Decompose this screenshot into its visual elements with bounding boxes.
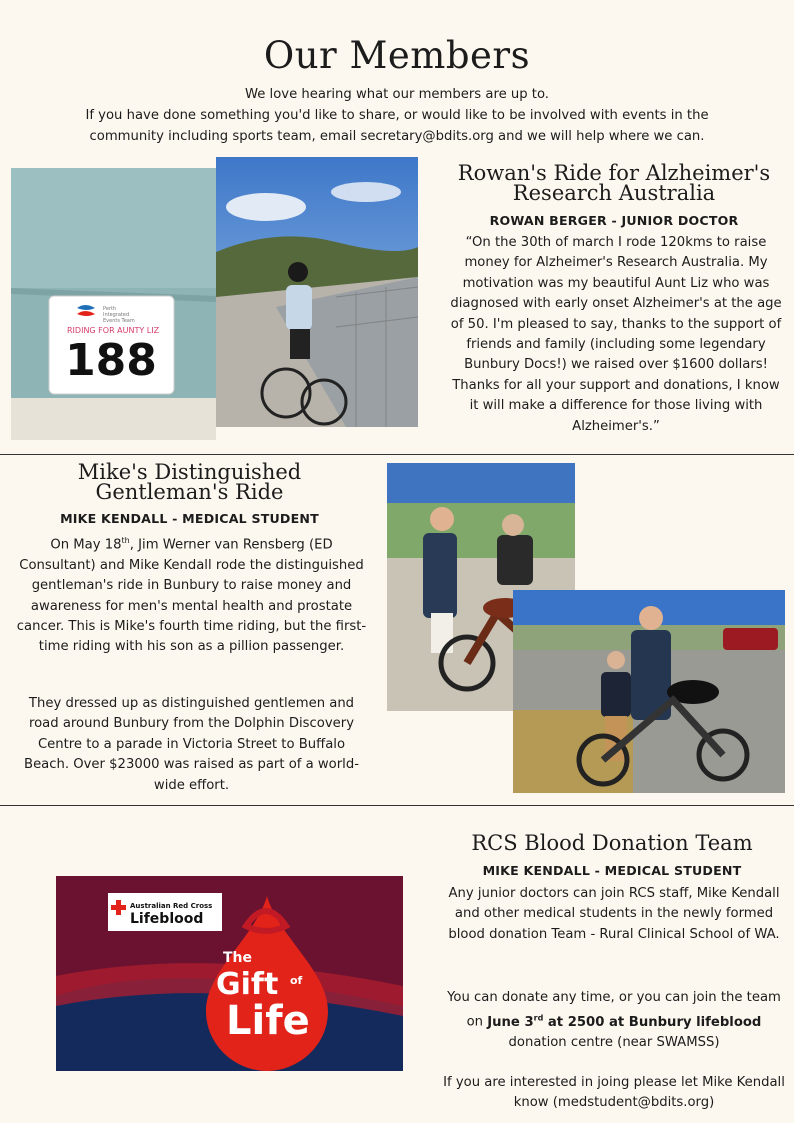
gift-of: of (290, 974, 303, 987)
gift-gift: Gift (216, 967, 279, 1002)
bib-org-1: Perth (103, 306, 117, 312)
mike-paragraph-2: They dressed up as distinguished gentlemen and road around Bunbury from the Dolphin Discovery Centre to a parade in Victoria Street to Buffalo Beach. Over $23000 was raised as part of a world-wide effort. (24, 696, 359, 793)
race-bib-photo (11, 168, 216, 440)
section-divider-2 (0, 805, 794, 806)
bib-number: 188 (65, 335, 157, 386)
bib-note: RIDING FOR AUNTY LIZ (67, 326, 160, 335)
logo-line-2: Lifeblood (130, 911, 204, 927)
page-title: Our Members (263, 34, 531, 77)
mike-paragraph-1: On May 18th, Jim Werner van Rensberg (ED Consultant) and Mike Kendall rode the distinguished gentleman's ride in Bunbury to raise money and awareness for men's mental health and prostate cancer. This is Mike's fourth time riding, but the first-time riding with his son as a pillion passenger. (16, 536, 367, 655)
rcs-paragraph-2: You can donate any time, or you can join the team on June 3rd at 2500 at Bunbury lifeblood donation centre (near SWAMSS) (447, 990, 781, 1051)
rcs-paragraph-3: If you are interested in joing please let Mike Kendall know (medstudent@bdits.org) (443, 1075, 785, 1111)
mike-subtitle: MIKE KENDALL - MEDICAL STUDENT (60, 511, 319, 526)
intro-line-2: If you have done something you'd like to share, or would like to be involved with events in the (85, 108, 709, 123)
gift-of-life-banner (56, 876, 403, 1071)
mike-title: Mike's Distinguished Gentleman's Ride (77, 460, 302, 504)
rowan-title: Rowan's Ride for Alzheimer's Research Australia (457, 161, 771, 205)
intro-line-3: community including sports team, email secretary@bdits.org and we will help where we can. (89, 129, 705, 144)
intro-line-1: We love hearing what our members are up to. (244, 87, 549, 102)
rcs-title: RCS Blood Donation Team (471, 831, 753, 855)
gift-life: Life (226, 998, 310, 1044)
rowan-subtitle: ROWAN BERGER - JUNIOR DOCTOR (489, 213, 739, 228)
motorcycle-photo-2 (513, 590, 785, 793)
rcs-subtitle: MIKE KENDALL - MEDICAL STUDENT (482, 863, 742, 878)
logo-line-1: Australian Red Cross (130, 902, 213, 910)
rowan-body: “On the 30th of march I rode 120kms to raise money for Alzheimer's Research Australia. My motivation was my beautiful Aunt Liz who was diagnosed with early onset Alzheimer's at the age of 50. I'm pleased to say, thanks to the support of friends and family (including some legendary Bunbury Docs!) we raised over $1600 dollars! Thanks for all your support and donations, I know it will make a difference for those living with Alzheimer's.” (450, 235, 782, 434)
gift-the: The (223, 950, 253, 966)
bib-org-2: Integrated (103, 312, 130, 318)
rcs-paragraph-1: Any junior doctors can join RCS staff, Mike Kendall and other medical students in the newly formed blood donation Team - Rural Clinical School of WA. (448, 886, 780, 942)
cyclist-photo (216, 157, 418, 427)
section-divider-1 (0, 454, 794, 455)
bib-org-3: Events Team (103, 318, 135, 324)
